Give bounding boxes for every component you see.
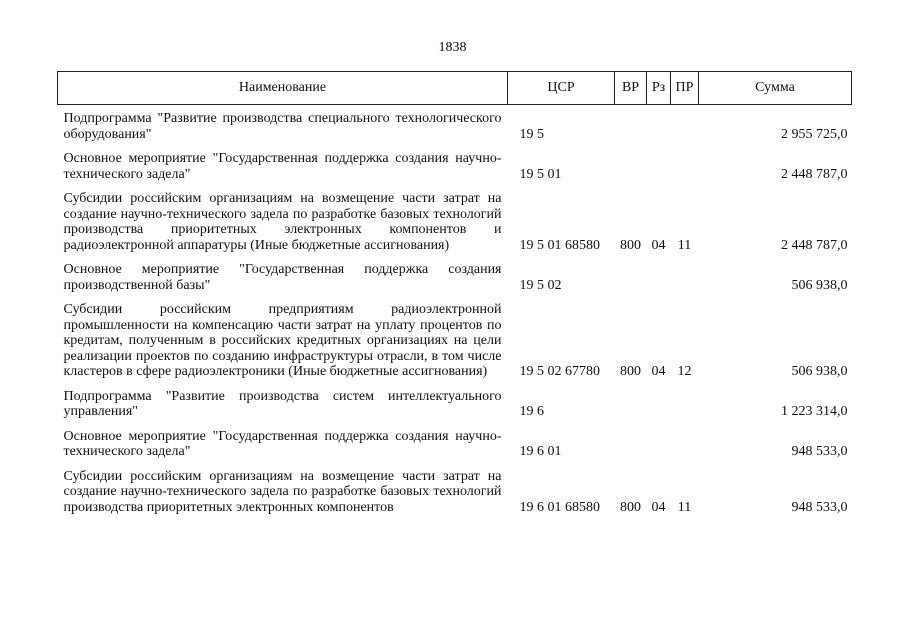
row-csr: 19 5 02 [519,277,562,293]
row-vr: 800 [620,499,641,515]
row-pr: 11 [677,237,692,253]
row-rz [647,253,671,293]
row-rz: 04 [651,237,666,253]
table-row [58,380,852,420]
row-sum: 2 448 787,0 [781,237,848,253]
row-sum: 2 448 787,0 [781,166,848,182]
row-sum: 948 533,0 [791,499,848,515]
row-csr: 19 5 [519,126,544,142]
row-csr: 19 6 01 68580 [519,499,600,515]
header-vr: ВР [615,72,647,105]
table-row [58,293,852,380]
row-pr: 12 [677,364,692,379]
row-name: Основное мероприятие "Государственная поддержка создания производственной базы" [63,262,502,293]
table-header-row [58,72,852,105]
row-vr [615,253,647,293]
row-rz: 04 [651,364,666,379]
row-name: Субсидии российским предприятиям радиоэлектронной промышленности на компенсацию части затрат на уплату процентов по кредитам, полученным в российских кредитных организациях на цели реализации проектов по созданию инфраструктуры отрасли, в том числе кластеров в сфере радиоэлектроники (Иные бюджетные ассигнования) [63,302,502,379]
row-vr [615,380,647,420]
row-pr [671,142,699,182]
row-pr [671,380,699,420]
row-name: Подпрограмма "Развитие производства систем интеллектуального управления" [63,388,502,419]
header-csr: ЦСР [508,72,615,105]
row-rz: 04 [651,499,666,515]
row-vr: 800 [620,364,641,379]
row-rz [647,380,671,420]
page-number: 1838 [438,40,467,55]
row-pr [671,253,699,293]
row-sum: 506 938,0 [791,364,848,379]
row-vr: 800 [620,237,641,253]
row-vr [615,105,647,143]
row-pr: 11 [677,499,692,515]
row-name: Основное мероприятие "Государственная поддержка создания научно-технического задела" [63,151,502,182]
row-csr: 19 6 [519,404,544,419]
row-csr: 19 5 01 68580 [519,237,600,253]
row-sum: 506 938,0 [791,277,848,293]
row-sum: 1 223 314,0 [781,404,848,419]
row-pr [671,105,699,143]
row-sum: 948 533,0 [791,444,848,459]
row-sum: 2 955 725,0 [781,126,848,142]
table-row [58,105,852,143]
row-rz [647,142,671,182]
budget-table [57,71,852,515]
table-row [58,460,852,516]
header-pr: ПР [671,72,699,105]
row-name: Основное мероприятие "Государственная поддержка создания научно-технического задела" [63,428,502,459]
row-vr [615,142,647,182]
row-csr: 19 5 02 67780 [519,364,600,379]
table-row [58,142,852,182]
table-row [58,182,852,253]
header-name: Наименование [58,72,508,105]
row-name: Субсидии российским организациям на возмещение части затрат на создание научно-технического задела по разработке базовых технологий производства приоритетных электронных компонентов [63,468,502,515]
table-row [58,420,852,460]
header-rz: Рз [647,72,671,105]
row-rz [647,105,671,143]
row-name: Субсидии российским организациям на возмещение части затрат на создание научно-технического задела по разработке базовых технологий производства приоритетных электронных компонентов и радиоэлектронной аппаратуры (Иные бюджетные ассигнования) [63,191,502,253]
row-pr [671,420,699,460]
row-csr: 19 5 01 [519,166,562,182]
row-name: Подпрограмма "Развитие производства специального технологического оборудования" [63,111,502,142]
row-rz [647,420,671,460]
table-row [58,253,852,293]
header-sum: Сумма [699,72,852,105]
row-vr [615,420,647,460]
row-csr: 19 6 01 [519,444,562,459]
